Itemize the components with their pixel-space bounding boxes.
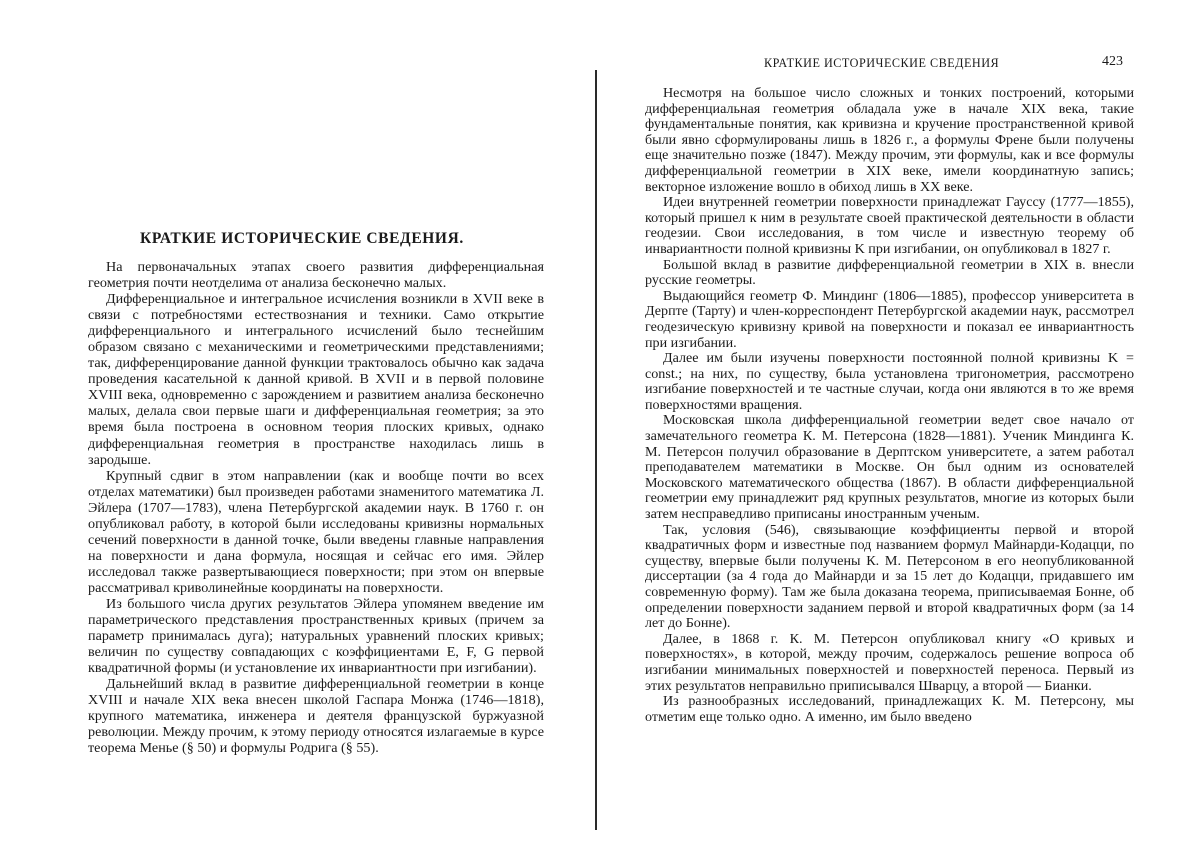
paragraph: Большой вклад в развитие дифференциальной геометрии в XIX в. внесли русские геометры. <box>645 256 1134 289</box>
paragraph: Далее им были изучены поверхности постоянной полной кривизны K = const.; на них, по существу, была установлена тригонометрия, рассмотрено изгибание поверхностей и те частные случаи, когда они являются в то же время поверхностями вращения. <box>645 350 1134 413</box>
paragraph: Идеи внутренней геометрии поверхности принадлежат Гауссу (1777—1855), который пришел к ним в результате своей практической деятельности в области геодезии. Свои исследования, в том числе и известную теорему об инвариантности полной кривизны K при изгибании, он опубликовал в 1827 г. <box>645 194 1134 257</box>
right-body-text <box>645 86 1134 725</box>
paragraph: Выдающийся геометр Ф. Миндинг (1806—1885), профессор университета в Дерпте (Тарту) и член-корреспондент Петербургской академии наук, рассмотрел геодезическую кривизну кривой на поверхности и показал ее инвариантность при изгибании. <box>645 287 1134 351</box>
paragraph: Крупный сдвиг в этом направлении (как и вообще почти во всех отделах математики) был произведен работами знаменитого математика Л. Эйлера (1707—1783), члена Петербургской академии наук. В 1760 г. он опубликовал работу, в которой были исследованы кривизны нормальных сечений поверхности в данной точке, были введены главные направления на поверхности и дана формула, носящая и сейчас его имя. Эйлер исследовал также развертывающиеся поверхности; при этом он впервые рассматривал криволинейные координаты на поверхности. <box>88 467 544 596</box>
paragraph: Из большого числа других результатов Эйлера упомянем введение им параметрического представления пространственных кривых (причем за параметр принималась дуга); натуральных уравнений плоских кривых; величин по существу совпадающих с коэффициентами E, F, G первой квадратичной формы (и установление их инвариантности при изгибании). <box>88 595 544 677</box>
paragraph: На первоначальных этапах своего развития дифференциальная геометрия почти неотделима от анализа бесконечно малых. <box>88 259 544 292</box>
paragraph: Дальнейший вклад в развитие дифференциальной геометрии в конце XVIII и начале XIX века внесен школой Гаспара Монжа (1746—1818), крупного математика, инженера и деятеля французской буржуазной революции. Между прочим, к этому периоду относятся излагаемые в курсе теорема Менье (§ 50) и формулы Родрига (§ 55). <box>88 676 544 757</box>
left-body-text <box>88 259 544 756</box>
page-number: 423 <box>1102 54 1123 69</box>
running-head: КРАТКИЕ ИСТОРИЧЕСКИЕ СВЕДЕНИЯ <box>764 56 1000 70</box>
paragraph: Так, условия (546), связывающие коэффициенты первой и второй квадратичных форм и известные под названием формул Майнарди-Кодацци, по существу, впервые были получены К. М. Петерсоном в его неопубликованной диссертации (за 4 года до Майнарди и за 15 лет до Кодацци, придавшего им современную форму). Там же была доказана теорема, приписываемая Бонне, об определении поверхности заданием первой и второй квадратичных форм (за 14 лет до Бонне). <box>645 521 1134 632</box>
paragraph: Несмотря на большое число сложных и тонких построений, которыми дифференциальная геометрия обладала уже в начале XIX века, такие фундаментальные понятия, как кривизна и кручение пространственной кривой были явно сформулированы лишь в 1826 г., а формулы Френе были получены еще значительно позже (1847). Между прочим, эти формулы, как и все формулы дифференциальной геометрии в XIX веке, имели координатную запись; векторное изложение вошло в обиход лишь в XX веке. <box>645 85 1134 195</box>
paragraph: Из разнообразных исследований, принадлежащих К. М. Петерсону, мы отметим еще только одно. А именно, им было введено <box>645 693 1134 725</box>
paragraph: Далее, в 1868 г. К. М. Петерсон опубликовал книгу «О кривых и поверхностях», в которой, между прочим, содержалось решение вопроса об изгибании минимальных поверхностей и поверхностей переноса. Первый из этих результатов неправильно приписывался Шварцу, а второй — Бианки. <box>645 630 1134 694</box>
paragraph: Дифференциальное и интегральное исчисления возникли в XVII веке в связи с потребностями естествознания и техники. Само открытие дифференциального и интегрального исчислений было теснейшим образом связано с механическими и геометрическими представлениями; так, дифференцирование данной функции трактовалось обычно как задача проведения касательной к данной кривой. В XVII и в первой половине XVIII века, одновременно с зарождением и развитием анализа бесконечно малых, делала свои первые шаги и дифференциальная геометрия; за это время была построена в основном теория плоских кривых, однако дифференциальная геометрия в пространстве находилась лишь в зародыше. <box>88 291 544 468</box>
page-gutter-divider <box>595 70 597 830</box>
chapter-title: КРАТКИЕ ИСТОРИЧЕСКИЕ СВЕДЕНИЯ. <box>140 230 464 247</box>
paragraph: Московская школа дифференциальной геометрии ведет свое начало от замечательного геометра К. М. Петерсона (1828—1881). Ученик Миндинга К. М. Петерсон получил образование в Дерптском университете, а затем работал преподавателем математики в Москве. Он был одним из основателей Московского математического общества (1867). В области дифференциальной геометрии ему принадлежит ряд крупных результатов, многие из которых были затем несправедливо приписаны иностранным ученым. <box>645 412 1134 523</box>
right-page <box>604 0 1200 848</box>
left-page <box>0 0 596 848</box>
